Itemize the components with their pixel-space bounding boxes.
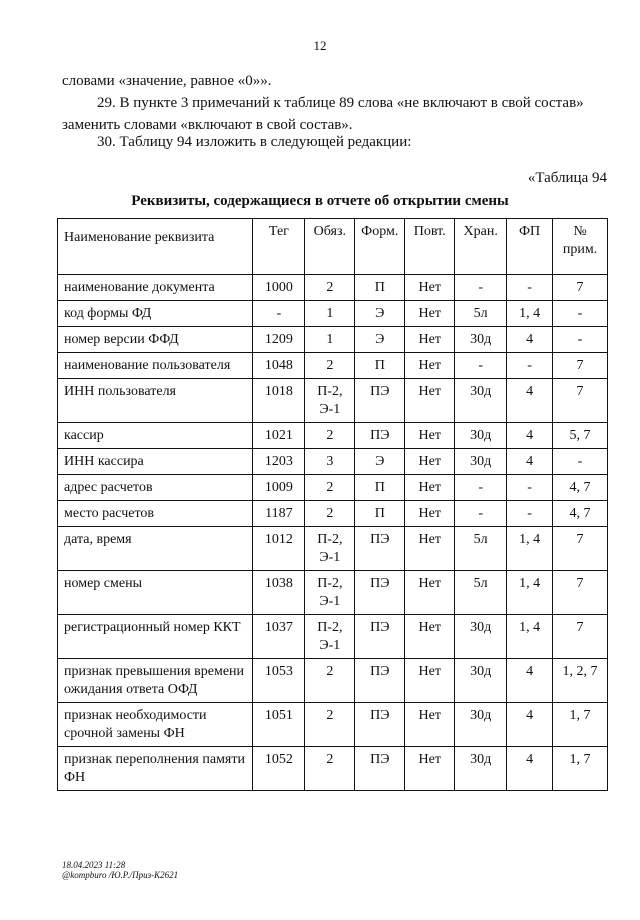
cell-storage: - (455, 475, 507, 501)
cell-note: 7 (553, 353, 608, 379)
cell-mandatory: 1 (305, 327, 355, 353)
cell-name: признак превышения времени ожидания ответа ОФД (58, 659, 253, 703)
cell-storage: - (455, 275, 507, 301)
cell-fp: 4 (507, 659, 553, 703)
cell-note: 1, 2, 7 (553, 659, 608, 703)
table-row (58, 301, 608, 327)
cell-note: - (553, 449, 608, 475)
cell-note: 7 (553, 571, 608, 615)
cell-fp: - (507, 275, 553, 301)
table-caption: Реквизиты, содержащиеся в отчете об открытии смены (131, 193, 509, 209)
cell-note: 4, 7 (553, 475, 608, 501)
paragraph-item-29: 29. В пункте 3 примечаний к таблице 89 слова «не включают в свой состав» (97, 95, 584, 111)
cell-repeat: Нет (405, 659, 455, 703)
cell-format: ПЭ (355, 527, 405, 571)
cell-mandatory: П-2, Э-1 (305, 527, 355, 571)
footer-stamp (62, 860, 178, 880)
cell-tag: 1018 (253, 379, 305, 423)
table-row (58, 747, 608, 791)
cell-tag: 1052 (253, 747, 305, 791)
cell-mandatory: 2 (305, 423, 355, 449)
cell-mandatory: 2 (305, 659, 355, 703)
cell-storage: 30д (455, 703, 507, 747)
header-repeat: Повт. (405, 219, 455, 275)
cell-format: Э (355, 301, 405, 327)
cell-name: адрес расчетов (58, 475, 253, 501)
cell-fp: - (507, 501, 553, 527)
cell-format: ПЭ (355, 379, 405, 423)
cell-name: номер версии ФФД (58, 327, 253, 353)
header-storage: Хран. (455, 219, 507, 275)
cell-name: признак переполнения памяти ФН (58, 747, 253, 791)
table-row (58, 703, 608, 747)
cell-format: Э (355, 449, 405, 475)
paragraph-item-30: 30. Таблицу 94 изложить в следующей редакции: (97, 134, 412, 150)
cell-storage: 30д (455, 449, 507, 475)
paragraph-continuation: словами «значение, равное «0»». (62, 73, 272, 89)
cell-format: ПЭ (355, 703, 405, 747)
cell-format: ПЭ (355, 423, 405, 449)
cell-format: ПЭ (355, 659, 405, 703)
cell-mandatory: П-2, Э-1 (305, 379, 355, 423)
cell-repeat: Нет (405, 527, 455, 571)
cell-repeat: Нет (405, 275, 455, 301)
cell-mandatory: П-2, Э-1 (305, 571, 355, 615)
header-tag: Тег (253, 219, 305, 275)
cell-name: наименование пользователя (58, 353, 253, 379)
table-row (58, 423, 608, 449)
header-format: Форм. (355, 219, 405, 275)
table-row (58, 275, 608, 301)
cell-mandatory: 2 (305, 275, 355, 301)
cell-format: П (355, 475, 405, 501)
cell-repeat: Нет (405, 475, 455, 501)
cell-repeat: Нет (405, 301, 455, 327)
cell-name: номер смены (58, 571, 253, 615)
cell-note: 4, 7 (553, 501, 608, 527)
cell-tag: 1053 (253, 659, 305, 703)
cell-storage: - (455, 353, 507, 379)
cell-format: ПЭ (355, 571, 405, 615)
cell-storage: 5л (455, 527, 507, 571)
cell-mandatory: 1 (305, 301, 355, 327)
header-mandatory: Обяз. (305, 219, 355, 275)
cell-tag: 1038 (253, 571, 305, 615)
cell-name: место расчетов (58, 501, 253, 527)
cell-note: - (553, 327, 608, 353)
page-number: 12 (313, 38, 327, 53)
cell-format: П (355, 353, 405, 379)
header-fp: ФП (507, 219, 553, 275)
cell-tag: 1048 (253, 353, 305, 379)
requisites-table (57, 218, 608, 791)
cell-repeat: Нет (405, 703, 455, 747)
cell-mandatory: 2 (305, 501, 355, 527)
cell-fp: 4 (507, 703, 553, 747)
cell-storage: 5л (455, 301, 507, 327)
table-row (58, 527, 608, 571)
cell-storage: 5л (455, 571, 507, 615)
cell-mandatory: П-2, Э-1 (305, 615, 355, 659)
table-row (58, 449, 608, 475)
table-row (58, 379, 608, 423)
cell-name: код формы ФД (58, 301, 253, 327)
cell-format: Э (355, 327, 405, 353)
cell-format: П (355, 501, 405, 527)
cell-note: 7 (553, 379, 608, 423)
cell-tag: 1012 (253, 527, 305, 571)
cell-tag: 1000 (253, 275, 305, 301)
cell-name: наименование документа (58, 275, 253, 301)
cell-fp: 1, 4 (507, 527, 553, 571)
cell-tag: 1051 (253, 703, 305, 747)
table-row (58, 353, 608, 379)
table-row (58, 571, 608, 615)
cell-repeat: Нет (405, 747, 455, 791)
cell-note: 1, 7 (553, 747, 608, 791)
cell-tag: 1203 (253, 449, 305, 475)
cell-storage: 30д (455, 379, 507, 423)
table-row (58, 501, 608, 527)
cell-fp: 4 (507, 423, 553, 449)
cell-name: ИНН кассира (58, 449, 253, 475)
cell-repeat: Нет (405, 353, 455, 379)
cell-note: - (553, 301, 608, 327)
table-reference: «Таблица 94 (527, 170, 607, 186)
cell-note: 7 (553, 275, 608, 301)
cell-storage: 30д (455, 747, 507, 791)
header-note-number: № прим. (553, 219, 608, 275)
cell-storage: 30д (455, 327, 507, 353)
cell-format: П (355, 275, 405, 301)
cell-fp: 4 (507, 747, 553, 791)
cell-fp: 1, 4 (507, 301, 553, 327)
cell-mandatory: 3 (305, 449, 355, 475)
cell-tag: 1009 (253, 475, 305, 501)
table-header-row (58, 219, 608, 275)
cell-tag: 1209 (253, 327, 305, 353)
table-row (58, 475, 608, 501)
cell-repeat: Нет (405, 449, 455, 475)
cell-fp: - (507, 475, 553, 501)
cell-tag: - (253, 301, 305, 327)
cell-mandatory: 2 (305, 703, 355, 747)
cell-format: ПЭ (355, 615, 405, 659)
cell-repeat: Нет (405, 501, 455, 527)
paragraph-item-29-continuation: заменить словами «включают в свой состав». (62, 117, 353, 133)
cell-tag: 1021 (253, 423, 305, 449)
cell-mandatory: 2 (305, 475, 355, 501)
table-row (58, 327, 608, 353)
cell-repeat: Нет (405, 423, 455, 449)
cell-repeat: Нет (405, 615, 455, 659)
footer-author: @kompburo /Ю.Р./Приз-К2621 (62, 870, 179, 880)
cell-fp: 1, 4 (507, 571, 553, 615)
cell-note: 7 (553, 615, 608, 659)
cell-storage: 30д (455, 659, 507, 703)
cell-format: ПЭ (355, 747, 405, 791)
table-body (58, 275, 608, 791)
cell-mandatory: 2 (305, 353, 355, 379)
cell-name: ИНН пользователя (58, 379, 253, 423)
table-row (58, 659, 608, 703)
cell-fp: 1, 4 (507, 615, 553, 659)
footer-timestamp: 18.04.2023 11:28 (62, 860, 126, 870)
cell-note: 1, 7 (553, 703, 608, 747)
header-name: Наименование реквизита (58, 219, 253, 275)
cell-tag: 1187 (253, 501, 305, 527)
cell-fp: 4 (507, 379, 553, 423)
cell-fp: - (507, 353, 553, 379)
cell-storage: 30д (455, 615, 507, 659)
cell-repeat: Нет (405, 327, 455, 353)
cell-storage: - (455, 501, 507, 527)
cell-mandatory: 2 (305, 747, 355, 791)
cell-name: кассир (58, 423, 253, 449)
cell-name: регистрационный номер ККТ (58, 615, 253, 659)
table-row (58, 615, 608, 659)
cell-fp: 4 (507, 449, 553, 475)
cell-name: признак необходимости срочной замены ФН (58, 703, 253, 747)
cell-repeat: Нет (405, 379, 455, 423)
cell-fp: 4 (507, 327, 553, 353)
cell-note: 5, 7 (553, 423, 608, 449)
cell-repeat: Нет (405, 571, 455, 615)
cell-storage: 30д (455, 423, 507, 449)
cell-tag: 1037 (253, 615, 305, 659)
cell-name: дата, время (58, 527, 253, 571)
cell-note: 7 (553, 527, 608, 571)
